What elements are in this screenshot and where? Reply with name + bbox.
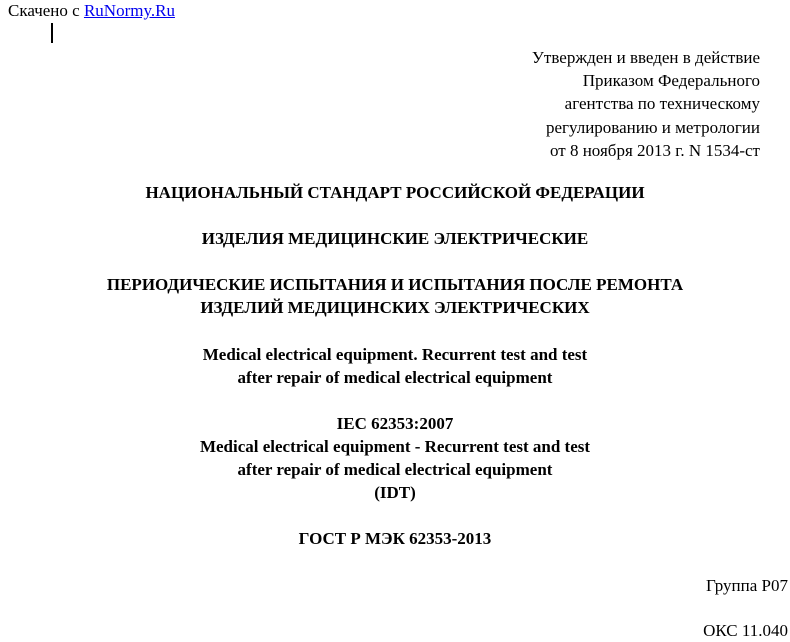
- main-title: [0, 273, 790, 319]
- english-title-line: Medical electrical equipment. Recurrent test and test: [202, 345, 588, 364]
- iec-block: [0, 412, 790, 504]
- iec-title-line: after repair of medical electrical equipment: [237, 460, 553, 479]
- english-title-line: after repair of medical electrical equipment: [237, 368, 553, 387]
- download-source-line: [8, 1, 175, 21]
- iec-code: IEC 62353:2007: [336, 414, 454, 433]
- main-title-line: ПЕРИОДИЧЕСКИЕ ИСПЫТАНИЯ И ИСПЫТАНИЯ ПОСЛЕ РЕМОНТА: [106, 275, 684, 294]
- subject-heading: ИЗДЕЛИЯ МЕДИЦИНСКИЕ ЭЛЕКТРИЧЕСКИЕ: [201, 229, 589, 248]
- runormy-link[interactable]: RuNormy.Ru: [83, 1, 175, 20]
- national-standard-heading: НАЦИОНАЛЬНЫЙ СТАНДАРТ РОССИЙСКОЙ ФЕДЕРАЦИИ: [145, 183, 645, 202]
- text-cursor: [51, 23, 53, 43]
- group-label: Группа Р07: [706, 576, 788, 595]
- approval-line: Утвержден и введен в действие: [531, 48, 760, 67]
- oks-label: ОКС 11.040: [703, 621, 788, 640]
- iec-title-line: Medical electrical equipment - Recurrent test and test: [199, 437, 591, 456]
- main-title-line: ИЗДЕЛИЙ МЕДИЦИНСКИХ ЭЛЕКТРИЧЕСКИХ: [200, 298, 590, 317]
- approval-line: Приказом Федерального: [582, 71, 760, 91]
- approval-line: от 8 ноября 2013 г. N 1534-ст: [550, 140, 760, 160]
- english-title: [0, 343, 790, 389]
- gost-designation: ГОСТ Р МЭК 62353-2013: [298, 529, 492, 548]
- approval-block: [532, 46, 760, 162]
- approval-line: агентства по техническому: [564, 94, 760, 114]
- idt-label: (IDT): [374, 483, 416, 502]
- download-prefix: Скачено с: [8, 1, 84, 20]
- approval-line: регулированию и метрологии: [545, 117, 760, 137]
